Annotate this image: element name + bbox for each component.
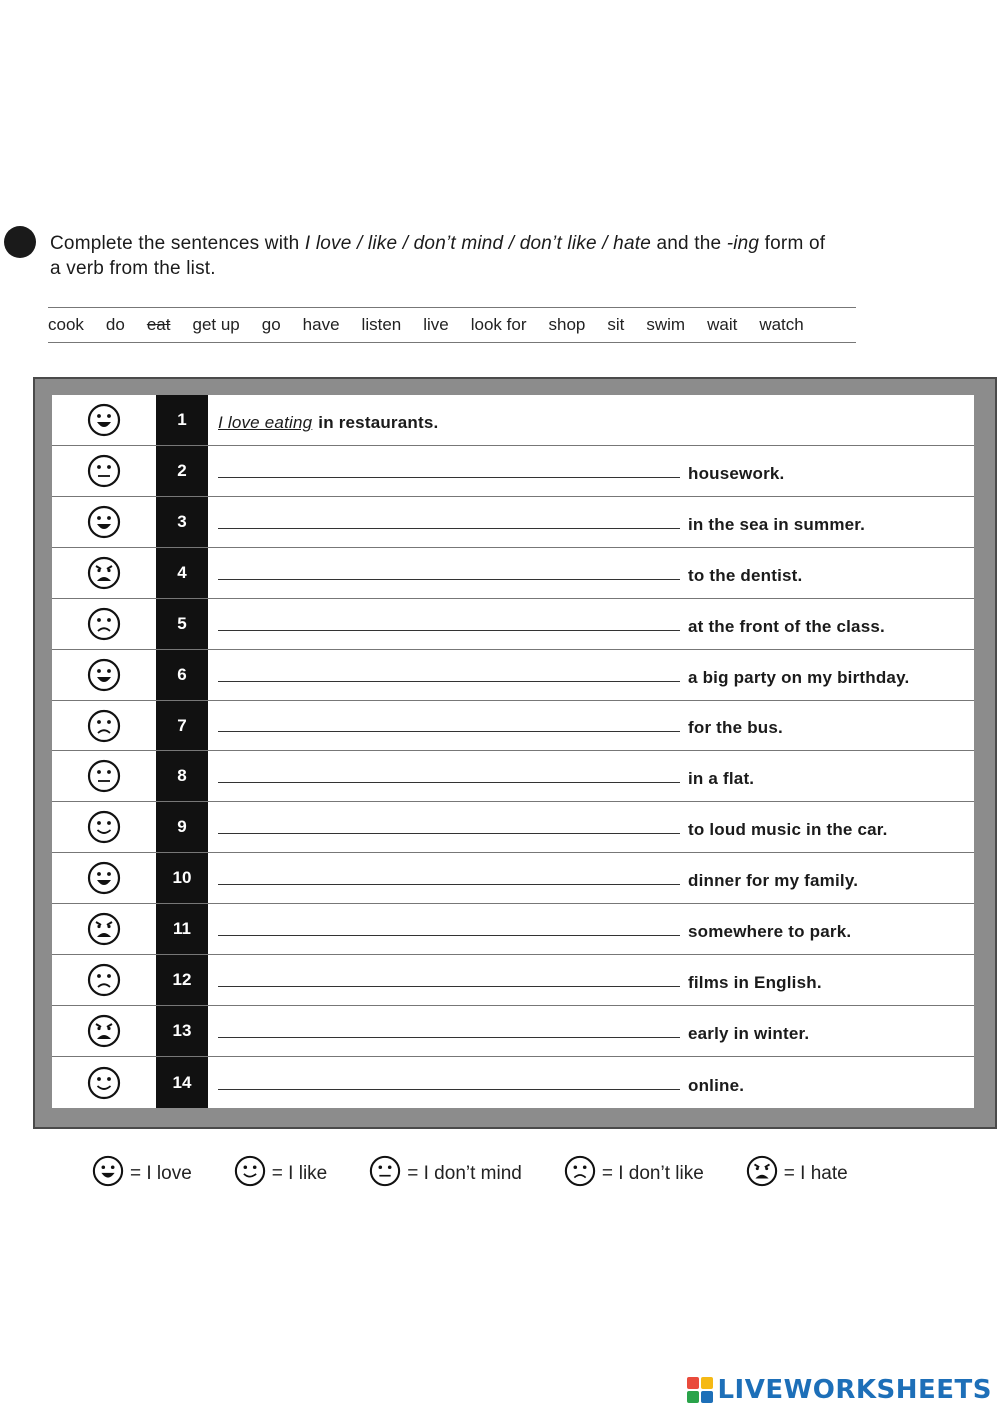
sentence xyxy=(218,752,954,802)
sentence-ending: online. xyxy=(688,1075,745,1095)
row-number: 5 xyxy=(177,613,187,633)
sentence-ending: early in winter. xyxy=(688,1024,810,1044)
sentence-ending: for the bus. xyxy=(688,718,783,738)
row-number: 10 xyxy=(172,868,192,888)
sentence-row xyxy=(52,955,974,1006)
face-legend xyxy=(92,1152,952,1196)
row-number: 11 xyxy=(173,919,191,939)
sentence-ending: films in English. xyxy=(688,973,822,993)
sentence xyxy=(218,701,954,751)
logo-mark-icon xyxy=(687,1377,713,1403)
legend-item xyxy=(746,1155,848,1193)
row-number: 12 xyxy=(172,970,192,990)
word-list-item: sit xyxy=(607,315,625,334)
answer-blank[interactable] xyxy=(218,985,680,987)
hate-face-icon xyxy=(746,1155,778,1193)
answer-blank[interactable] xyxy=(218,476,680,478)
mind-face-icon xyxy=(52,446,156,496)
logo-square xyxy=(701,1377,713,1389)
instructions-prefix: Complete the sentences with xyxy=(50,233,305,254)
word-list-item: cook xyxy=(48,315,84,334)
love-face-icon xyxy=(52,650,156,700)
sentence xyxy=(218,497,954,547)
row-number: 2 xyxy=(177,460,187,480)
legend-label: = I love xyxy=(130,1163,192,1184)
love-face-icon xyxy=(52,853,156,903)
answer-blank[interactable] xyxy=(218,578,680,580)
sentence-row xyxy=(52,650,974,701)
sentence-row xyxy=(52,802,974,853)
sentence-ending: to the dentist. xyxy=(688,565,803,585)
instructions-options: I love / like / don’t mind / don’t like / hate xyxy=(304,233,651,254)
hate-face-icon xyxy=(52,904,156,954)
word-list-item: eat xyxy=(146,315,171,334)
dislike-face-icon xyxy=(564,1155,596,1193)
word-list-item: wait xyxy=(707,315,738,334)
logo-square xyxy=(687,1377,699,1389)
word-list-item: do xyxy=(105,315,125,334)
word-list-item: look for xyxy=(470,315,527,334)
sentence xyxy=(218,395,954,445)
row-number: 8 xyxy=(177,766,187,786)
sentence-ending: to loud music in the car. xyxy=(688,820,888,840)
exercise-table xyxy=(52,395,974,1108)
sentence-ending: a big party on my birthday. xyxy=(688,667,910,687)
word-list-item: get up xyxy=(192,315,240,334)
row-number: 14 xyxy=(172,1072,192,1092)
sentence xyxy=(218,548,954,598)
verb-word-list xyxy=(48,307,856,343)
answer-blank[interactable] xyxy=(218,629,680,631)
sentence xyxy=(218,599,954,649)
word-list-item: watch xyxy=(759,315,804,334)
instructions-middle: and the xyxy=(650,233,727,254)
word-list-item: listen xyxy=(361,315,402,334)
answer-blank[interactable] xyxy=(218,883,680,885)
sentence-ending: dinner for my family. xyxy=(688,871,859,891)
dislike-face-icon xyxy=(52,955,156,1005)
hate-face-icon xyxy=(52,1006,156,1056)
sentence-ending: at the front of the class. xyxy=(688,616,885,636)
sentence-row xyxy=(52,853,974,904)
row-number: 6 xyxy=(177,664,187,684)
like-face-icon xyxy=(234,1155,266,1193)
sentence xyxy=(218,650,954,700)
logo-square xyxy=(687,1391,699,1403)
legend-label: = I don’t mind xyxy=(407,1163,522,1184)
like-face-icon xyxy=(52,802,156,852)
dislike-face-icon xyxy=(52,599,156,649)
sentence xyxy=(218,1006,954,1056)
row-number: 1 xyxy=(177,409,187,429)
instructions-ing: -ing xyxy=(726,233,760,254)
hate-face-icon xyxy=(52,548,156,598)
sentence-row xyxy=(52,904,974,955)
sentence-row xyxy=(52,752,974,803)
word-list-item: swim xyxy=(646,315,686,334)
liveworksheets-logo xyxy=(687,1375,992,1405)
sentence xyxy=(218,955,954,1005)
row-number: 13 xyxy=(172,1021,192,1041)
sentence-row xyxy=(52,1006,974,1057)
love-face-icon xyxy=(92,1155,124,1193)
sentence-row xyxy=(52,701,974,752)
sentence-ending: housework. xyxy=(688,463,785,483)
word-list-item: go xyxy=(261,315,281,334)
answer-blank[interactable] xyxy=(218,1088,680,1090)
example-answer: I love eating xyxy=(218,412,313,432)
answer-blank[interactable] xyxy=(218,680,680,682)
row-number: 3 xyxy=(177,511,187,531)
sentence-ending: in a flat. xyxy=(688,769,755,789)
instructions xyxy=(50,231,830,281)
legend-item xyxy=(92,1155,192,1193)
row-number: 4 xyxy=(177,562,187,582)
answer-blank[interactable] xyxy=(218,1036,680,1038)
legend-label: = I don’t like xyxy=(601,1163,704,1184)
logo-square xyxy=(701,1391,713,1403)
legend-item xyxy=(564,1155,704,1193)
sentence-row xyxy=(52,497,974,548)
logo-text: LIVEWORKSHEETS xyxy=(717,1375,992,1405)
legend-item xyxy=(369,1155,522,1193)
answer-blank[interactable] xyxy=(218,527,680,529)
sentence-row xyxy=(52,548,974,599)
sentence-ending: somewhere to park. xyxy=(688,922,852,942)
answer-blank[interactable] xyxy=(218,934,680,936)
like-face-icon xyxy=(52,1057,156,1108)
sentence xyxy=(218,904,954,954)
legend-label: = I hate xyxy=(783,1163,848,1184)
legend-label: = I like xyxy=(271,1163,328,1184)
answer-blank[interactable] xyxy=(218,781,680,783)
word-list-item: shop xyxy=(548,315,586,334)
dislike-face-icon xyxy=(52,701,156,751)
exercise-bullet xyxy=(4,226,36,258)
word-list-item: live xyxy=(423,315,449,334)
sentence-ending: in the sea in summer. xyxy=(688,514,866,534)
sentence-row xyxy=(52,599,974,650)
legend-item xyxy=(234,1155,327,1193)
instructions-suffix: form of a verb from the list. xyxy=(50,233,826,279)
sentence xyxy=(218,853,954,903)
sentence-row xyxy=(52,395,974,446)
mind-face-icon xyxy=(52,752,156,802)
sentence xyxy=(218,802,954,852)
sentence xyxy=(218,446,954,496)
sentence-ending: in restaurants. xyxy=(318,412,439,432)
row-number: 7 xyxy=(177,715,187,735)
love-face-icon xyxy=(52,497,156,547)
word-list-item: have xyxy=(302,315,340,334)
answer-blank[interactable] xyxy=(218,730,680,732)
sentence xyxy=(218,1057,954,1108)
sentence-row xyxy=(52,446,974,497)
sentence-row xyxy=(52,1057,974,1108)
answer-blank[interactable] xyxy=(218,832,680,834)
mind-face-icon xyxy=(369,1155,401,1193)
love-face-icon xyxy=(52,395,156,445)
row-number: 9 xyxy=(177,817,187,837)
